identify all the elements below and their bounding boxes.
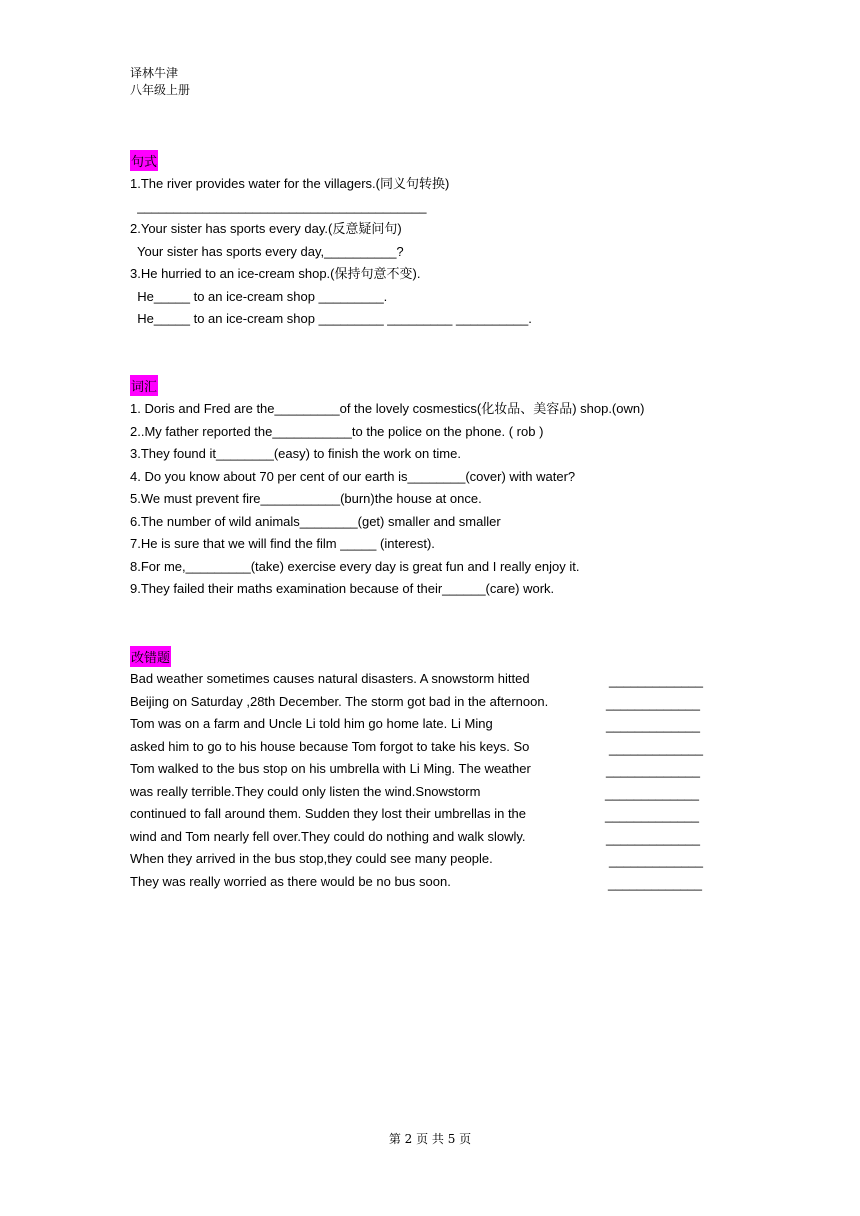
passage-line-10: They was really worried as there would be no bus soon. <box>130 874 451 889</box>
answer-blank-6: _____________ <box>605 786 699 801</box>
vocab-item-4: 4. Do you know about 70 per cent of our earth is________(cover) with water? <box>130 469 576 484</box>
passage-line-2: Beijing on Saturday ,28th December. The storm got bad in the afternoon. <box>130 694 549 709</box>
vocab-item-3: 3.They found it________(easy) to finish the work on time. <box>130 446 461 461</box>
section-tag-error-correction: 改错题 <box>130 646 171 667</box>
passage-line-7: continued to fall around them. Sudden they lost their umbrellas in the <box>130 806 527 821</box>
vocab-item-9: 9.They failed their maths examination because of their______(care) work. <box>130 581 555 596</box>
section-tag-sentence-patterns: 句式 <box>130 150 158 171</box>
passage-line-6: was really terrible.They could only listen the wind.Snowstorm <box>130 784 481 799</box>
vocab-item-8: 8.For me,_________(take) exercise every day is great fun and I really enjoy it. <box>130 559 580 574</box>
answer-blank-9: _____________ <box>609 853 703 868</box>
answer-blank-7: _____________ <box>605 808 699 823</box>
answer-blank-5: _____________ <box>606 763 700 778</box>
passage-line-8: wind and Tom nearly fell over.They could do nothing and walk slowly. <box>130 829 526 844</box>
answer-blank-10: _____________ <box>608 876 702 891</box>
vocab-item-1: 1. Doris and Fred are the_________of the lovely cosmestics(化妆品、美容品) shop.(own) <box>130 401 645 416</box>
sentence-item-3: 3.He hurried to an ice-cream shop.(保持句意不变). <box>130 266 421 281</box>
passage-line-1: Bad weather sometimes causes natural disasters. A snowstorm hitted <box>130 671 530 686</box>
sentence-item-1-blank: ________________________________________ <box>130 199 427 214</box>
sentence-item-2: 2.Your sister has sports every day.(反意疑问句) <box>130 221 402 236</box>
sentence-item-3-answer-b: He_____ to an ice-cream shop _________ _________ __________. <box>130 311 532 326</box>
passage-line-4: asked him to go to his house because Tom forgot to take his keys. So <box>130 739 530 754</box>
passage-line-5: Tom walked to the bus stop on his umbrella with Li Ming. The weather <box>130 761 531 776</box>
vocab-item-6: 6.The number of wild animals________(get) smaller and smaller <box>130 514 501 529</box>
answer-blank-1: _____________ <box>609 673 703 688</box>
vocab-item-5: 5.We must prevent fire___________(burn)the house at once. <box>130 491 482 506</box>
passage-line-9: When they arrived in the bus stop,they could see many people. <box>130 851 493 866</box>
answer-blank-2: _____________ <box>606 696 700 711</box>
sentence-item-1: 1.The river provides water for the villagers.(同义句转换) <box>130 176 450 191</box>
header-subtitle: 八年级上册 <box>130 83 191 97</box>
sentence-item-2-answer: Your sister has sports every day,__________? <box>130 244 404 259</box>
header-title: 译林牛津 <box>130 66 179 80</box>
vocab-item-2: 2..My father reported the___________to the police on the phone. ( rob ) <box>130 424 544 439</box>
sentence-item-3-answer-a: He_____ to an ice-cream shop _________. <box>130 289 388 304</box>
vocab-item-7: 7.He is sure that we will find the film _____ (interest). <box>130 536 435 551</box>
answer-blank-4: _____________ <box>609 741 703 756</box>
section-tag-vocabulary: 词汇 <box>130 375 158 396</box>
passage-line-3: Tom was on a farm and Uncle Li told him go home late. Li Ming <box>130 716 493 731</box>
page-number: 第 2 页 共 5 页 <box>388 1132 472 1146</box>
answer-blank-3: _____________ <box>606 718 700 733</box>
answer-blank-8: _____________ <box>606 831 700 846</box>
